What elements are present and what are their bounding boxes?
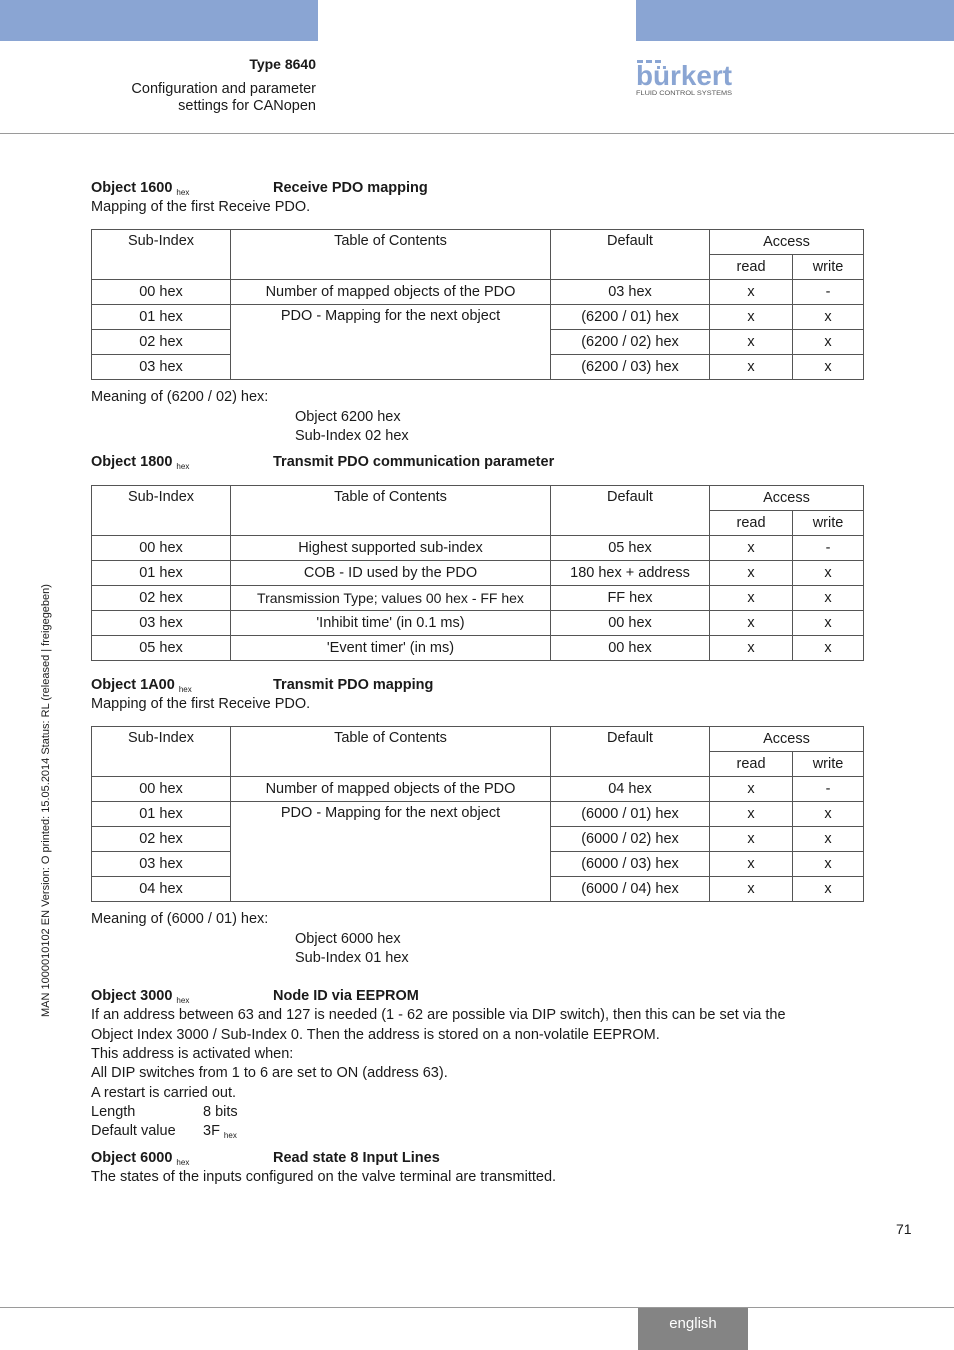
cell-write: - bbox=[793, 280, 864, 305]
th-access: Access bbox=[710, 486, 864, 511]
cell-write: x bbox=[793, 802, 864, 827]
cell-default: 180 hex + address bbox=[551, 561, 710, 586]
cell-default: (6000 / 03) hex bbox=[551, 852, 710, 877]
object-1600-meaning-line2: Sub-Index 02 hex bbox=[295, 427, 409, 444]
table-row bbox=[92, 636, 864, 661]
object-1600-hex: hex bbox=[176, 188, 190, 197]
th-default: Default bbox=[551, 486, 710, 536]
th-sub-index: Sub-Index bbox=[92, 230, 231, 280]
cell-write: x bbox=[793, 852, 864, 877]
cell-default: (6000 / 02) hex bbox=[551, 827, 710, 852]
object-3000-length-row bbox=[91, 1103, 863, 1122]
cell-read: x bbox=[710, 355, 793, 380]
object-3000-text-line: A restart is carried out. bbox=[91, 1084, 237, 1101]
table-row bbox=[92, 802, 864, 827]
object-6000-description: The states of the inputs configured on the valve terminal are transmitted. bbox=[91, 1169, 557, 1186]
object-6000-title: Read state 8 Input Lines bbox=[273, 1150, 440, 1167]
object-3000-title: Node ID via EEPROM bbox=[273, 988, 419, 1005]
cell-default: (6200 / 03) hex bbox=[551, 355, 710, 380]
th-read: read bbox=[710, 752, 793, 777]
cell-sub-index: 00 hex bbox=[92, 536, 231, 561]
object-3000-default-row bbox=[91, 1122, 863, 1141]
header-band-left bbox=[0, 0, 318, 41]
cell-read: x bbox=[710, 305, 793, 330]
cell-sub-index: 01 hex bbox=[92, 305, 231, 330]
cell-default: 00 hex bbox=[551, 611, 710, 636]
cell-default: (6200 / 02) hex bbox=[551, 330, 710, 355]
object-1600-heading bbox=[91, 178, 863, 198]
cell-sub-index: 00 hex bbox=[92, 280, 231, 305]
cell-read: x bbox=[710, 777, 793, 802]
object-3000-text-line: Object Index 3000 / Sub-Index 0. Then the address is stored on a non-volatile EEPROM. bbox=[91, 1026, 660, 1043]
object-3000-text-line: If an address between 63 and 127 is needed (1 - 62 are possible via DIP switch), then this can be set via the bbox=[91, 1007, 786, 1024]
object-1600-meaning-line1: Object 6200 hex bbox=[295, 408, 401, 425]
header-subtitle bbox=[131, 81, 316, 115]
cell-sub-index: 02 hex bbox=[92, 330, 231, 355]
cell-write: x bbox=[793, 586, 864, 611]
cell-sub-index: 01 hex bbox=[92, 561, 231, 586]
cell-sub-index: 02 hex bbox=[92, 827, 231, 852]
default-value-hex: hex bbox=[223, 1131, 237, 1141]
length-label: Length bbox=[91, 1103, 136, 1120]
cell-sub-index: 05 hex bbox=[92, 636, 231, 661]
cell-read: x bbox=[710, 877, 793, 902]
page-content bbox=[91, 178, 863, 1188]
cell-default: 05 hex bbox=[551, 536, 710, 561]
th-default: Default bbox=[551, 727, 710, 777]
cell-default: 04 hex bbox=[551, 777, 710, 802]
object-1a00-table bbox=[91, 726, 864, 902]
object-1600-title: Receive PDO mapping bbox=[273, 180, 428, 196]
object-1a00-meaning-line1: Object 6000 hex bbox=[295, 930, 401, 947]
table-row bbox=[92, 305, 864, 330]
cell-contents: 'Event timer' (in ms) bbox=[231, 636, 551, 661]
object-1a00-number: Object 1A00 bbox=[91, 677, 175, 694]
object-1800-number: Object 1800 bbox=[91, 454, 173, 471]
th-read: read bbox=[710, 255, 793, 280]
object-3000-text-line: All DIP switches from 1 to 6 are set to ON (address 63). bbox=[91, 1065, 448, 1082]
object-1a00-heading bbox=[91, 675, 863, 695]
header-subtitle-line2: settings for CANopen bbox=[178, 98, 316, 114]
cell-write: x bbox=[793, 330, 864, 355]
th-contents: Table of Contents bbox=[231, 230, 551, 280]
table-row bbox=[92, 777, 864, 802]
table-row bbox=[92, 536, 864, 561]
cell-sub-index: 04 hex bbox=[92, 877, 231, 902]
cell-default: 03 hex bbox=[551, 280, 710, 305]
table-row bbox=[92, 561, 864, 586]
object-6000-number: Object 6000 bbox=[91, 1150, 173, 1167]
cell-read: x bbox=[710, 827, 793, 852]
object-1800-heading bbox=[91, 452, 863, 472]
cell-contents: PDO - Mapping for the next object bbox=[231, 802, 551, 902]
object-6000-heading bbox=[91, 1148, 863, 1168]
language-tab: english bbox=[638, 1308, 748, 1350]
cell-read: x bbox=[710, 536, 793, 561]
cell-read: x bbox=[710, 802, 793, 827]
cell-write: x bbox=[793, 305, 864, 330]
cell-write: x bbox=[793, 827, 864, 852]
cell-default: (6000 / 04) hex bbox=[551, 877, 710, 902]
object-1600-description: Mapping of the first Receive PDO. bbox=[91, 199, 311, 215]
cell-sub-index: 02 hex bbox=[92, 586, 231, 611]
cell-contents: PDO - Mapping for the next object bbox=[231, 305, 551, 380]
th-contents: Table of Contents bbox=[231, 727, 551, 777]
length-value: 8 bits bbox=[203, 1103, 238, 1120]
object-1800-table bbox=[91, 485, 864, 661]
cell-contents: Transmission Type; values 00 hex - FF hex bbox=[231, 586, 551, 611]
cell-write: - bbox=[793, 536, 864, 561]
object-1600-number: Object 1600 bbox=[91, 180, 173, 196]
object-1a00-hex: hex bbox=[178, 685, 192, 695]
cell-read: x bbox=[710, 561, 793, 586]
cell-read: x bbox=[710, 586, 793, 611]
th-read: read bbox=[710, 511, 793, 536]
object-1a00-meaning-line2: Sub-Index 01 hex bbox=[295, 950, 409, 967]
page-number: 71 bbox=[896, 1221, 912, 1237]
header-type-label: Type 8640 bbox=[249, 56, 316, 72]
table-row bbox=[92, 586, 864, 611]
object-3000-hex: hex bbox=[176, 996, 190, 1006]
th-write: write bbox=[793, 255, 864, 280]
cell-read: x bbox=[710, 636, 793, 661]
th-sub-index: Sub-Index bbox=[92, 486, 231, 536]
object-3000-heading bbox=[91, 986, 863, 1006]
cell-default: 00 hex bbox=[551, 636, 710, 661]
cell-sub-index: 03 hex bbox=[92, 355, 231, 380]
default-value: 3F bbox=[203, 1123, 220, 1140]
object-1a00-meaning: Meaning of (6000 / 01) hex: bbox=[91, 911, 269, 928]
object-1800-title: Transmit PDO communication parameter bbox=[273, 454, 555, 471]
object-3000-text-line: This address is activated when: bbox=[91, 1045, 294, 1062]
side-document-info: MAN 1000010102 EN Version: O printed: 15.05.2014 Status: RL (released | freigegeben) bbox=[40, 584, 52, 1017]
th-default: Default bbox=[551, 230, 710, 280]
th-contents: Table of Contents bbox=[231, 486, 551, 536]
th-sub-index: Sub-Index bbox=[92, 727, 231, 777]
object-1a00-description: Mapping of the first Receive PDO. bbox=[91, 696, 311, 713]
cell-write: x bbox=[793, 877, 864, 902]
cell-contents: Number of mapped objects of the PDO bbox=[231, 777, 551, 802]
object-3000-number: Object 3000 bbox=[91, 988, 173, 1005]
th-write: write bbox=[793, 511, 864, 536]
cell-write: x bbox=[793, 611, 864, 636]
cell-read: x bbox=[710, 280, 793, 305]
cell-sub-index: 03 hex bbox=[92, 611, 231, 636]
cell-default: FF hex bbox=[551, 586, 710, 611]
cell-read: x bbox=[710, 852, 793, 877]
header-subtitle-line1: Configuration and parameter bbox=[131, 81, 316, 97]
cell-read: x bbox=[710, 330, 793, 355]
burkert-logo bbox=[636, 58, 736, 98]
object-1800-hex: hex bbox=[176, 462, 190, 472]
th-access: Access bbox=[710, 230, 864, 255]
cell-contents: Number of mapped objects of the PDO bbox=[231, 280, 551, 305]
table-row bbox=[92, 280, 864, 305]
cell-sub-index: 03 hex bbox=[92, 852, 231, 877]
cell-contents: Highest supported sub-index bbox=[231, 536, 551, 561]
cell-default: (6200 / 01) hex bbox=[551, 305, 710, 330]
header-divider bbox=[0, 133, 954, 134]
cell-contents: 'Inhibit time' (in 0.1 ms) bbox=[231, 611, 551, 636]
cell-default: (6000 / 01) hex bbox=[551, 802, 710, 827]
logo-wordmark: bürkert bbox=[636, 60, 732, 91]
th-write: write bbox=[793, 752, 864, 777]
object-1600-meaning: Meaning of (6200 / 02) hex: bbox=[91, 389, 269, 406]
object-6000-hex: hex bbox=[176, 1158, 190, 1168]
cell-contents: COB - ID used by the PDO bbox=[231, 561, 551, 586]
object-1a00-title: Transmit PDO mapping bbox=[273, 677, 434, 694]
header-band-right bbox=[636, 0, 954, 41]
table-row bbox=[92, 611, 864, 636]
cell-sub-index: 00 hex bbox=[92, 777, 231, 802]
th-access: Access bbox=[710, 727, 864, 752]
cell-write: - bbox=[793, 777, 864, 802]
cell-sub-index: 01 hex bbox=[92, 802, 231, 827]
object-1600-table bbox=[91, 229, 864, 380]
logo-tagline: FLUID CONTROL SYSTEMS bbox=[636, 91, 732, 97]
default-value-label: Default value bbox=[91, 1123, 176, 1140]
cell-write: x bbox=[793, 561, 864, 586]
footer-divider bbox=[0, 1307, 954, 1308]
cell-write: x bbox=[793, 355, 864, 380]
cell-read: x bbox=[710, 611, 793, 636]
cell-write: x bbox=[793, 636, 864, 661]
